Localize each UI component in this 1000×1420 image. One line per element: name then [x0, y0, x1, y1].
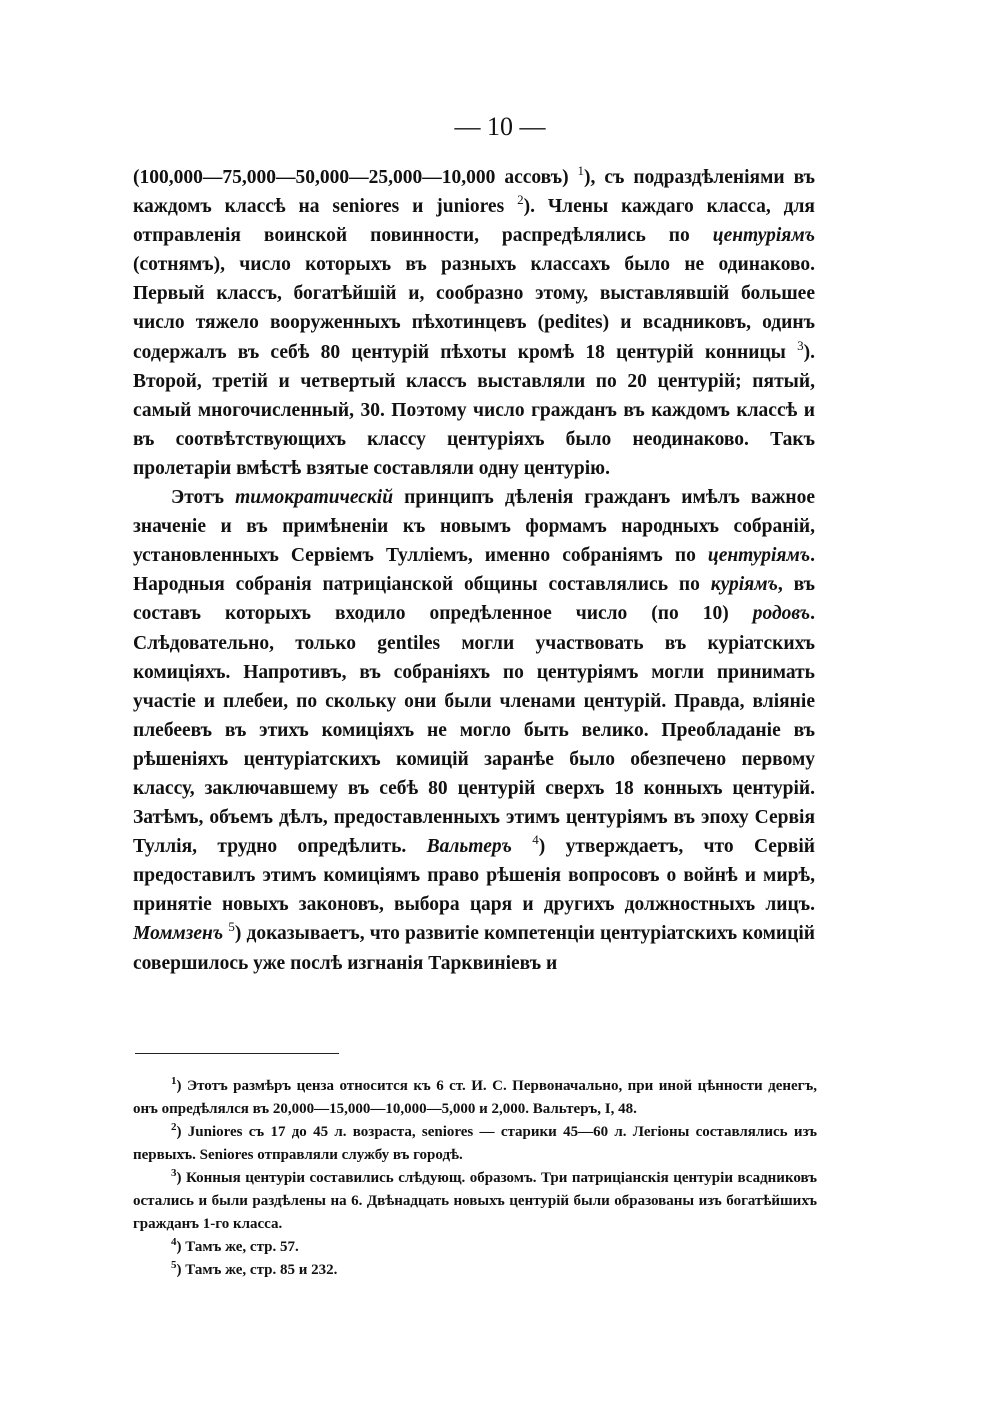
text-run: ) доказываетъ, что развитіе компетенціи центуріатскихъ комицій совершилось уже послѣ изгнанія Тарквиніевъ и [133, 923, 816, 974]
italic-author-name: Моммзенъ [133, 923, 224, 945]
footnote-mark: 4 [171, 1235, 177, 1248]
italic-term: тимократическій [235, 487, 394, 509]
paragraph-1 [133, 163, 815, 483]
footnote-ref: 1 [577, 163, 585, 179]
text-run: ). Второй, третій и четвертый классъ выставляли по 20 центурій; пятый, самый многочисленный, 30. Поэтому число гражданъ въ каждомъ классѣ и въ соотвѣтствующихъ классу центуріяхъ было неодинаково. Такъ пролетаріи вмѣстѣ взятые составляли одну центурію. [133, 341, 815, 479]
footnote-ref: 5 [228, 919, 235, 935]
italic-term: куріямъ [710, 574, 778, 596]
italic-term: центуріямъ [712, 225, 815, 247]
footnote-ref: 3 [797, 337, 804, 353]
footnote-3 [133, 1167, 817, 1236]
text-run: ). Члены каждаго класса, для отправленія воинской повинности, распредѣлялись по [133, 196, 815, 247]
text-run: (100,000—75,000—50,000—25,000—10,000 ассовъ) [133, 167, 578, 188]
footnote-mark: 2 [171, 1120, 177, 1133]
text-run: ), съ подраздѣленіями въ каждомъ классѣ на seniores и juniores [133, 167, 815, 218]
text-run: ) утверждаетъ, что Сервій предоставилъ этимъ комиціямъ право рѣшенія вопросовъ о войнѣ и мирѣ, принятіе новыхъ законовъ, выбора царя и другихъ должностныхъ лицъ. [133, 836, 815, 916]
footnote-text: ) Тамъ же, стр. 85 и 232. [176, 1262, 338, 1278]
paragraph-2 [133, 483, 815, 978]
footnote-mark: 5 [171, 1258, 177, 1271]
footnote-text: ) Тамъ же, стр. 57. [176, 1239, 299, 1255]
footnote-text: ) Конныя центуріи составились слѣдующ. образомъ. Три патриціанскія центуріи всадниковъ остались и были раздѣлены на 6. Двѣнадцать новыхъ центурій были образованы изъ богатѣйшихъ гражданъ 1-го класса. [133, 1170, 817, 1232]
footnote-text: ) Этотъ размѣръ ценза относится къ 6 ст. И. С. Первоначально, при иной цѣнности денегъ, онъ опредѣлялся въ 20,000—15,000—10,000—5,000 и 2,000. Вальтеръ, I, 48. [133, 1078, 817, 1117]
italic-author-name: Вальтеръ [426, 836, 512, 858]
footnote-5 [133, 1259, 817, 1282]
footnotes [133, 1075, 817, 1282]
page-number: — 10 — [454, 112, 546, 141]
text-run [512, 836, 532, 857]
italic-term: родовъ [752, 603, 811, 625]
footnote-divider [135, 1053, 339, 1054]
text-run: принципъ дѣленія гражданъ имѣлъ важное значеніе и въ примѣненіи къ новымъ формамъ народныхъ собраній, установленныхъ Сервіемъ Тулліемъ, именно собраніямъ по [133, 487, 815, 567]
footnote-ref: 2 [517, 192, 524, 208]
footnote-2 [133, 1121, 817, 1167]
italic-term: центуріямъ [707, 545, 811, 567]
footnote-ref: 4 [532, 832, 539, 848]
main-text [133, 163, 815, 978]
text-run: Этотъ [171, 487, 236, 509]
footnote-mark: 1 [171, 1074, 177, 1087]
footnote-text: ) Juniores съ 17 до 45 л. возраста, seniores — старики 45—60 л. Легіоны составлялись изъ первыхъ. Seniores отправляли службу въ городѣ. [133, 1124, 817, 1163]
footnote-1 [133, 1075, 817, 1121]
text-run: . Слѣдовательно, только gentiles могли участвовать въ куріатскихъ комиціяхъ. Напротивъ, въ собраніяхъ по центуріямъ могли принимать участіе и плебеи, по скольку они были членами центурій. Правда, вліяніе плебеевъ въ этихъ комиціяхъ не могло быть велико. Преобладаніе въ рѣшеніяхъ центуріатскихъ комицій заранѣе было обезпечено первому классу, заключавшему въ себѣ 80 центурій сверхъ 18 конныхъ центурій. Затѣмъ, объемъ дѣлъ, предоставленныхъ этимъ центуріямъ въ эпоху Сервія Туллія, трудно опредѣлить. [133, 603, 815, 858]
text-run: . Народныя собранія патриціанской общины составлялись по [133, 545, 815, 596]
text-run: (сотнямъ), число которыхъ въ разныхъ классахъ было не одинаково. Первый классъ, богатѣйшій и, сообразно этому, выставлявшій большее число тяжело вооруженныхъ пѣхотинцевъ (pedites) и всадниковъ, одинъ содержалъ въ себѣ 80 центурій пѣхоты кромѣ 18 центурій конницы [133, 254, 815, 363]
footnote-mark: 3 [171, 1166, 177, 1179]
text-run: , въ составъ которыхъ входило опредѣленное число (по 10) [133, 574, 816, 625]
footnote-4 [133, 1236, 817, 1259]
